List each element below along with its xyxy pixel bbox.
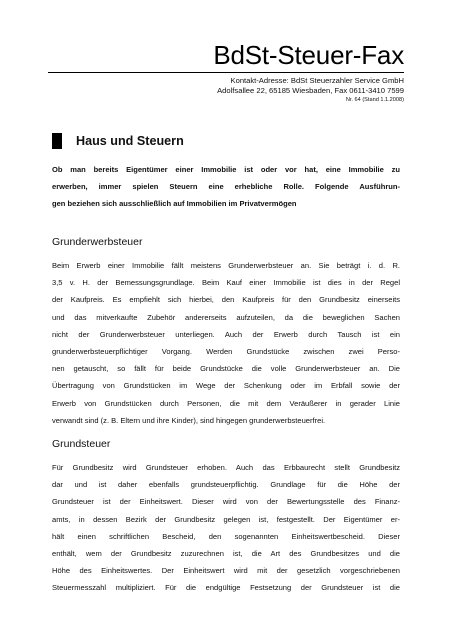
body-line: Höhe des Einheitswertes. Der Einheitswert wird mit der gesetzlich vorgeschriebenen	[52, 566, 400, 576]
body-line: Erwerb von Grundstücken durch Personen, die mit dem Veräußerer in gerader Linie	[52, 398, 400, 408]
intro-line: Ob man bereits Eigentümer einer Immobilie ist oder vor hat, eine Immobilie zu	[52, 165, 400, 174]
intro-line: erwerben, immer spielen Steuern eine erhebliche Rolle. Folgende Ausführun-	[52, 182, 400, 192]
body-line: Grundsteuer ist der Einheitswert. Dieser wird von der Bewertungsstelle des Finanz-	[52, 497, 400, 507]
section-marker-block	[52, 133, 62, 149]
body-line: hält einen schriftlichen Bescheid, den sogenannten Einheitswertbescheid. Dieser	[52, 531, 400, 541]
masthead	[213, 40, 404, 70]
paragraph-grunderwerbsteuer	[52, 257, 400, 429]
body-line: nicht der Grunderwerbsteuer unterliegen. Auch der Erwerb durch Tausch ist ein	[52, 329, 400, 339]
body-line: Übertragung von Grundstücken im Wege der Schenkung oder im Erbfall sowie der	[52, 381, 400, 391]
body-line: Für Grundbesitz wird Grundsteuer erhoben. Auch das Erbbaurecht stellt Grundbesitz	[52, 463, 400, 472]
body-line: und das mitverkaufte Zubehör andererseits aufzuteilen, da die beweglichen Sachen	[52, 312, 400, 322]
body-line: dar und ist daher ebenfalls grundsteuerpflichtig. Grundlage für die Höhe der	[52, 480, 400, 490]
body-line: Steuermesszahl multipliziert. Für die endgültige Festsetzung der Grundsteuer ist die	[52, 583, 400, 593]
issue-number: Nr. 64 (Stand 1.1.2008)	[345, 96, 404, 103]
contact-line-1: Kontakt-Adresse: BdSt Steuerzahler Service GmbH	[230, 76, 404, 85]
masthead-rule	[48, 72, 404, 73]
intro-paragraph	[52, 161, 400, 213]
body-line: amts, in dessen Bezirk der Grundbesitz gelegen ist, festgestellt. Der Eigentümer er-	[52, 514, 400, 524]
body-line: Beim Erwerb einer Immobilie fällt meistens Grunderwerbsteuer an. Sie beträgt i. d. R.	[52, 261, 400, 270]
contact-block	[217, 76, 404, 104]
intro-line: gen beziehen sich ausschließlich auf Immobilien im Privatvermögen	[52, 199, 297, 209]
contact-line-2: Adolfsallee 22, 65185 Wiesbaden, Fax 0611-3410 7599	[217, 85, 404, 95]
body-line: 3,5 v. H. der Bemessungsgrundlage. Beim Kauf einer Immobilie ist dies in der Regel	[52, 278, 400, 288]
heading-grundsteuer: Grundsteuer	[52, 438, 111, 450]
section-title: Haus und Steuern	[76, 134, 184, 148]
newsletter-title: BdSt-Steuer-Fax	[213, 40, 404, 70]
body-line: enthält, wem der Grundbesitz zuzurechnen ist, die Art des Grundbesitzes und die	[52, 548, 400, 558]
body-line: nen getauscht, so fällt für beide Grundstücke die volle Grunderwerbsteuer an. Die	[52, 364, 400, 374]
body-line: grunderwerbsteuerpflichtiger Vorgang. Werden Grundstücke zwischen zwei Perso-	[52, 346, 400, 356]
body-line: der Kaufpreis. Es empfiehlt sich hierbei, den Kaufpreis für den Grundbesitz einerseits	[52, 295, 400, 305]
heading-grunderwerbsteuer: Grunderwerbsteuer	[52, 236, 143, 248]
paragraph-grundsteuer	[52, 459, 400, 597]
body-line: verwandt sind (z. B. Eltern und ihre Kinder), sind hingegen grunderwerbsteuerfrei.	[52, 415, 326, 425]
